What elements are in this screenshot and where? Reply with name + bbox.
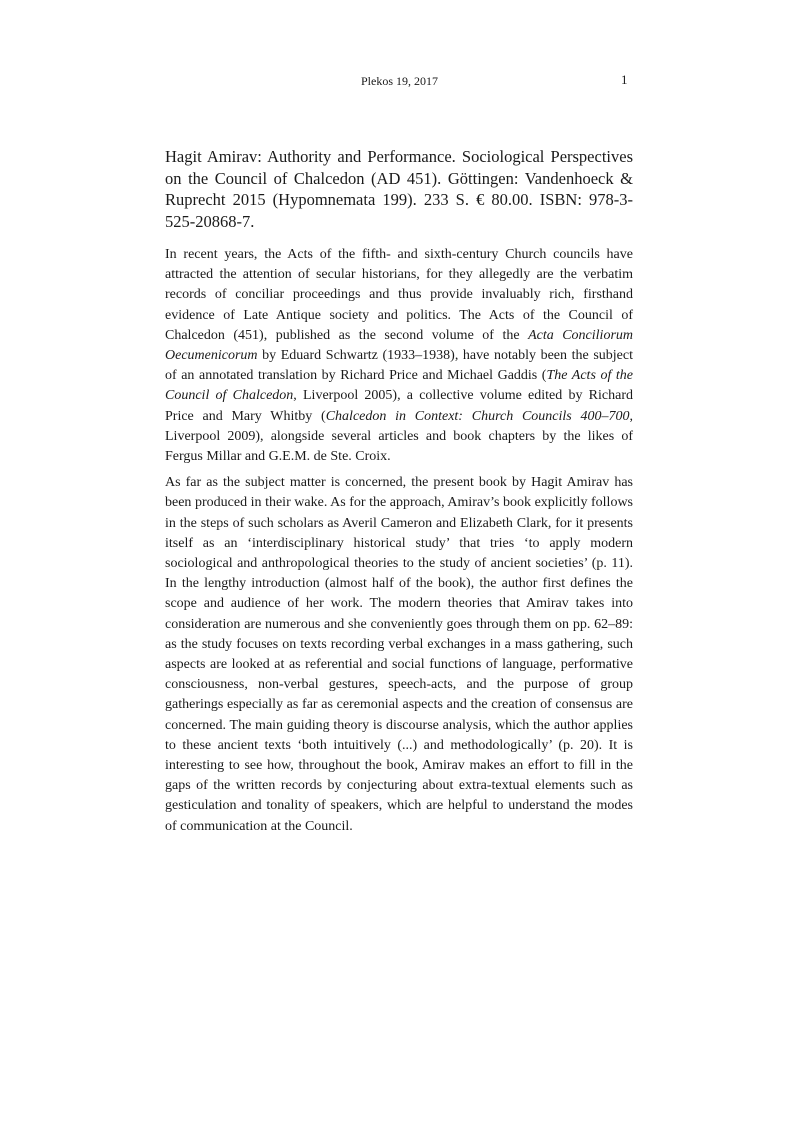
running-head: Plekos 19, 2017 (360, 74, 438, 88)
paragraph-1-text-d: , Liverpool 2009), alongside several articles and book chapters by the likes of Fergus Millar and G.E.M. de Ste. Croix. (165, 408, 633, 465)
paragraph-1 (165, 245, 633, 467)
page-number: 1 (621, 72, 628, 87)
paragraph-1-text-c: , Liverpool 2005), a collective volume edited by Richard Price and Mary Whitby ( (165, 388, 633, 424)
paragraph-2: As far as the subject matter is concerned, the present book by Hagit Amirav has been produced in their wake. As for the approach, Amirav’s book explicitly follows in the steps of such scholars as Averil Cameron and Elizabeth Clark, for it presents itself as an ‘interdisciplinary historical study’ that tries ‘to apply modern sociological and anthropological theories to the study of ancient societies’ (p. 11). In the lengthy introduction (almost half of the book), the author first defines the scope and audience of her work. The modern theories that Amirav takes into consideration are numerous and she conveniently goes through them on pp. 62–89: as the study focuses on texts recording verbal exchanges in a mass gathering, such aspects are looked at as referential and social functions of language, performative consciousness, non-verbal gestures, speech-acts, and the purpose of group gatherings especially as far as ceremonial aspects and the creation of consensus are concerned. The main guiding theory is discourse analysis, which the author applies to these ancient texts ‘both intuitively (...) and methodologically’ (p. 20). It is interesting to see how, throughout the book, Amirav makes an effort to fill in the gaps of the written records by conjecturing about extra-textual elements such as gesticulation and tonality of speakers, which are helpful to understand the modes of communication at the Council. (165, 475, 633, 834)
paragraph-1-text-a: In recent years, the Acts of the fifth- and sixth-century Church councils have attracted the attention of secular historians, for they allegedly are the verbatim records of conciliar proceedings and thus provide invaluably rich, firsthand evidence of Late Antique society and politics. The Acts of the Council of Chalcedon (451), published as the second volume of the (165, 247, 633, 343)
italic-title-acts: The Acts of the Council of Chalcedon (165, 368, 634, 404)
paragraph-1-text-b: by Eduard Schwartz (1933–1938), have notably been the subject of an annotated translation by Richard Price and Michael Gaddis ( (165, 348, 633, 384)
italic-title-chalcedon-in-context: Chalcedon in Context: Church Councils 400–700 (325, 408, 630, 424)
review-title: Hagit Amirav: Authority and Performance. Sociological Perspectives on the Council of Chalcedon (AD 451). Göttingen: Vandenhoeck & Ruprecht 2015 (Hypomnemata 199). 233 S. € 80.00. ISBN: 978-3-525-20868-7. (165, 147, 633, 231)
review-body (165, 245, 633, 843)
italic-title-acta: Acta Conciliorum Oecumenicorum (165, 327, 633, 364)
